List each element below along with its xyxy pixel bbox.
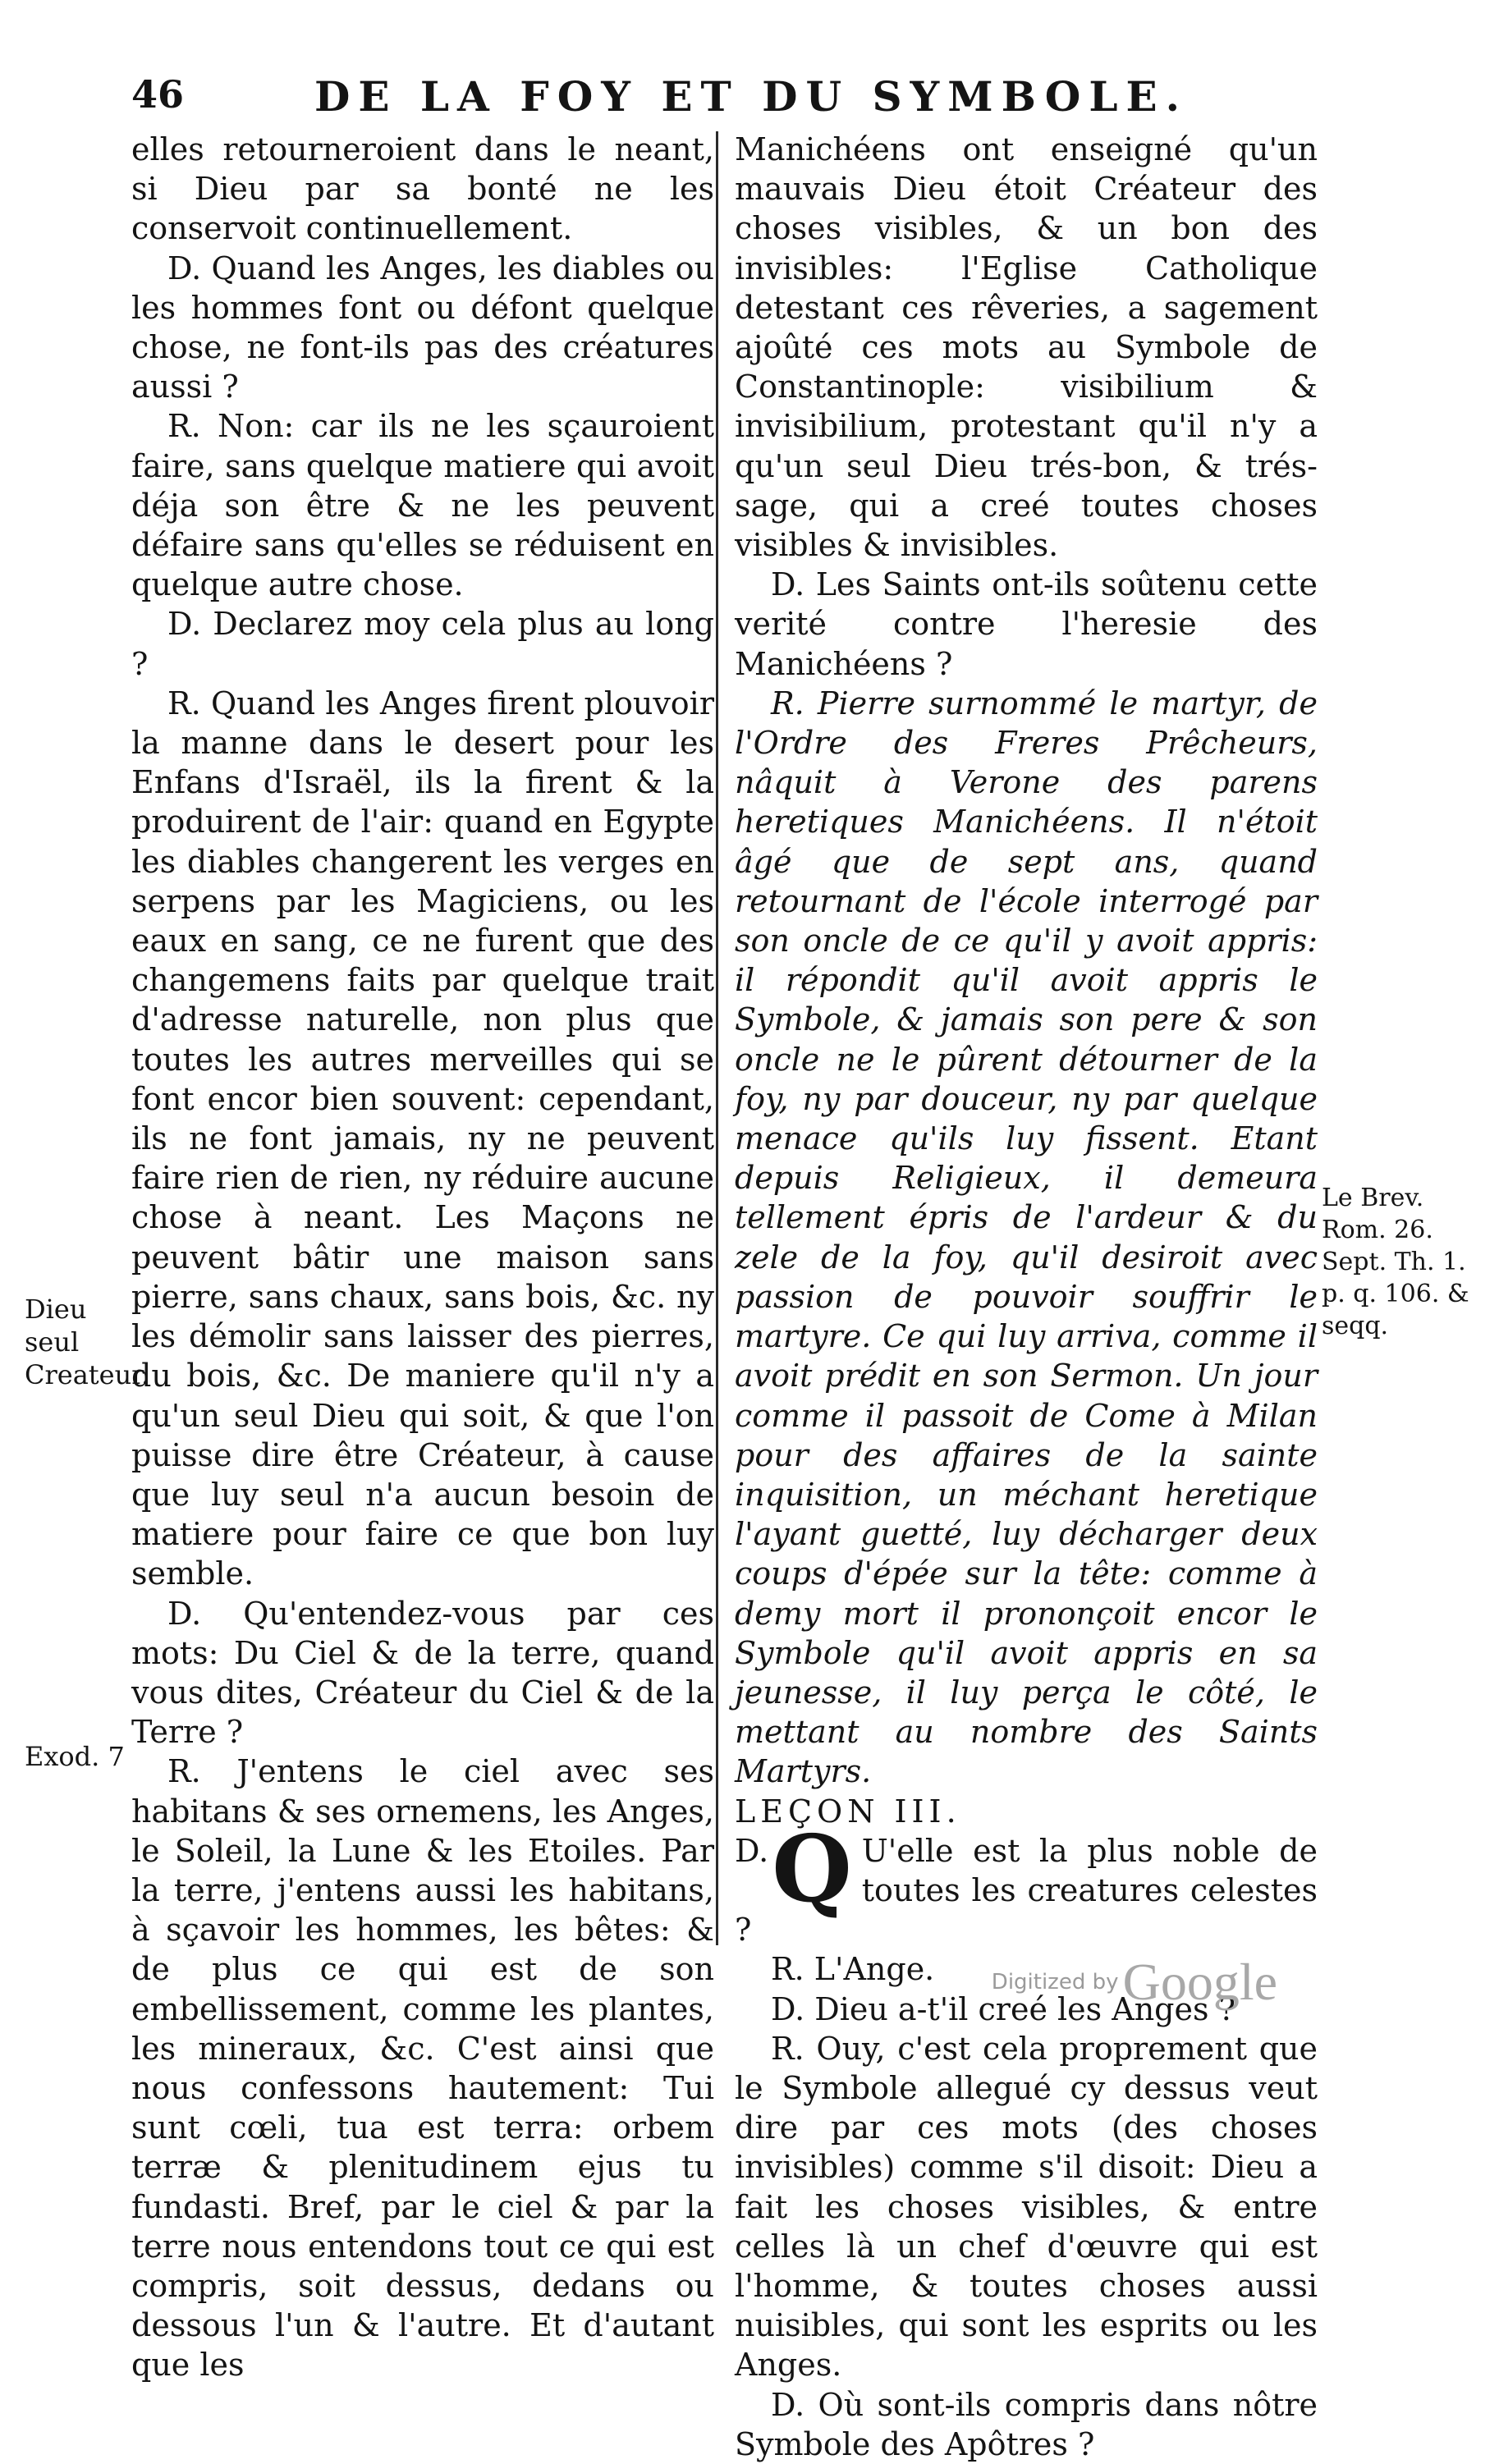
left-paragraph: R. Quand les Anges firent plouvoir la manne dans le desert pour les Enfans d'Israël, ils la firent & la produirent de l'air: quand en Egypte les diables changerent les verges en serpens par les Magiciens, ou les eaux en sang, ce ne furent que des changemens faits par quelque trait d'adresse naturelle, non plus que toutes les autres merveilles qui se font encor bien souvent: cependant, ils ne font jamais, ny ne peuvent faire rien de rien, ny réduire aucune chose à neant. Les Maçons ne peuvent bâtir une maison sans pierre, sans chaux, sans bois, &c. ny les démolir sans laisser des pierres, du bois, &c. De maniere qu'il n'y a qu'un seul Dieu qui soit, & que l'on puisse dire être Créateur, à cause que luy seul n'a aucun besoin de matiere pour faire ce que bon luy semble. bbox=[131, 685, 714, 1592]
question-prefix: D. bbox=[735, 1832, 769, 1869]
right-paragraph: Manichéens ont enseigné qu'un mauvais Dieu étoit Créateur des choses visibles, & un bon des invisibles: l'Eglise Catholique detestant ces rêveries, a sagement ajoûté ces mots au Symbole de Constantinople: visibilium & invisibilium, protestant qu'il n'y a qu'un seul Dieu trés-bon, & trés-sage, qui a creé toutes choses visibles & invisibles. bbox=[735, 131, 1318, 564]
drop-cap: Q bbox=[772, 1815, 852, 1923]
page-number: 46 bbox=[131, 72, 185, 117]
left-paragraph: elles retourneroient dans le neant, si Dieu par sa bonté ne les conservoit continuellement. bbox=[131, 131, 714, 247]
lesson-paragraph: R. L'Ange. bbox=[771, 1951, 935, 1988]
google-logo: Google bbox=[1122, 1953, 1277, 2011]
lesson-paragraph: R. Ouy, c'est cela proprement que le Symbole allegué cy dessus veut dire par ces mots (des choses invisibles) comme s'il disoit: Dieu a fait les choses visibles, & entre celles là un chef d'œuvre qui est l'homme, & toutes choses aussi nuisibles, qui sont les esprits ou les Anges. bbox=[735, 2030, 1318, 2384]
page-header bbox=[131, 72, 1322, 130]
question-text: U'elle est la plus noble de toutes les creatures celestes ? bbox=[735, 1832, 1318, 1949]
margin-note-brev: Le Brev. Rom. 26. Sept. Th. 1. p. q. 106. & seqq. bbox=[1322, 1184, 1469, 1340]
left-column bbox=[131, 130, 714, 2385]
lesson-question bbox=[735, 1815, 1318, 1950]
left-paragraph: R. J'entens le ciel avec ses habitans & ses ornemens, les Anges, le Soleil, la Lune & les Etoiles. Par la terre, j'entens aussi les habitans, à sçavoir les hommes, les bêtes: & de plus ce qui est de son embellissement, comme les plantes, les mineraux, &c. C'est ainsi que nous confessons hautement: Tui sunt cœli, tua est terra: orbem terræ & plenitudinem ejus tu fundasti. Bref, par le ciel & par la terre nous entendons tout ce qui est compris, soit dessus, dedans ou dessous l'un & l'autre. Et d'autant que les bbox=[131, 1753, 714, 2384]
right-paragraph: D. Les Saints ont-ils soûtenu cette verité contre l'heresie des Manichéens ? bbox=[735, 566, 1318, 682]
watermark-prefix: Digitized by bbox=[991, 1970, 1119, 1995]
left-paragraph: D. Declarez moy cela plus au long ? bbox=[131, 606, 714, 682]
lesson-paragraph: D. Dieu a-t'il creé les Anges ? bbox=[771, 1990, 1235, 2027]
left-paragraph: D. Qu'entendez-vous par ces mots: Du Ciel & de la terre, quand vous dites, Créateur du Ciel & de la Terre ? bbox=[131, 1595, 714, 1751]
margin-note-exod: Exod. 7 bbox=[25, 1741, 125, 1772]
digitized-watermark bbox=[992, 1952, 1277, 2013]
left-paragraph: D. Quand les Anges, les diables ou les hommes font ou défont quelque chose, ne font-ils pas des créatures aussi ? bbox=[131, 250, 714, 405]
lesson-paragraph: D. Où sont-ils compris dans nôtre Symbole des Apôtres ? bbox=[735, 2386, 1318, 2462]
column-divider bbox=[716, 131, 718, 1945]
right-paragraph: R. Pierre surnommé le martyr, de l'Ordre des Freres Prêcheurs, nâquit à Verone des parens heretiques Manichéens. Il n'étoit âgé que de sept ans, quand retournant de l'école interrogé par son oncle de ce qu'il y avoit appris: il répondit qu'il avoit appris le Symbole, & jamais son pere & son oncle ne le pûrent détourner de la foy, ny par douceur, ny par quelque menace qu'ils luy fissent. Etant depuis Religieux, il demeura tellement épris de l'ardeur & du zele de la foy, qu'il desiroit avec passion de pouvoir souffrir le martyre. Ce qui luy arriva, comme il avoit prédit en son Sermon. Un jour comme il passoit de Come à Milan pour des affaires de la sainte inquisition, un méchant heretique l'ayant guetté, luy décharger deux coups d'épée sur la tête: comme à demy mort il prononçoit encor le Symbole qu'il avoit appris en sa jeunesse, il luy perça le côté, le mettant au nombre des Saints Martyrs. bbox=[735, 685, 1318, 1790]
left-paragraph: R. Non: car ils ne les sçauroient faire, sans quelque matiere qui avoit déja son être & ne les peuvent défaire sans qu'elles se réduisent en quelque autre chose. bbox=[131, 408, 714, 603]
running-title: DE LA FOY ET DU SYMBOLE. bbox=[314, 72, 1189, 121]
lesson-heading: LEÇON III. bbox=[735, 1793, 961, 1830]
right-column bbox=[735, 130, 1318, 2464]
margin-note-dieu-seul: Dieu seul Createur. bbox=[25, 1294, 150, 1390]
